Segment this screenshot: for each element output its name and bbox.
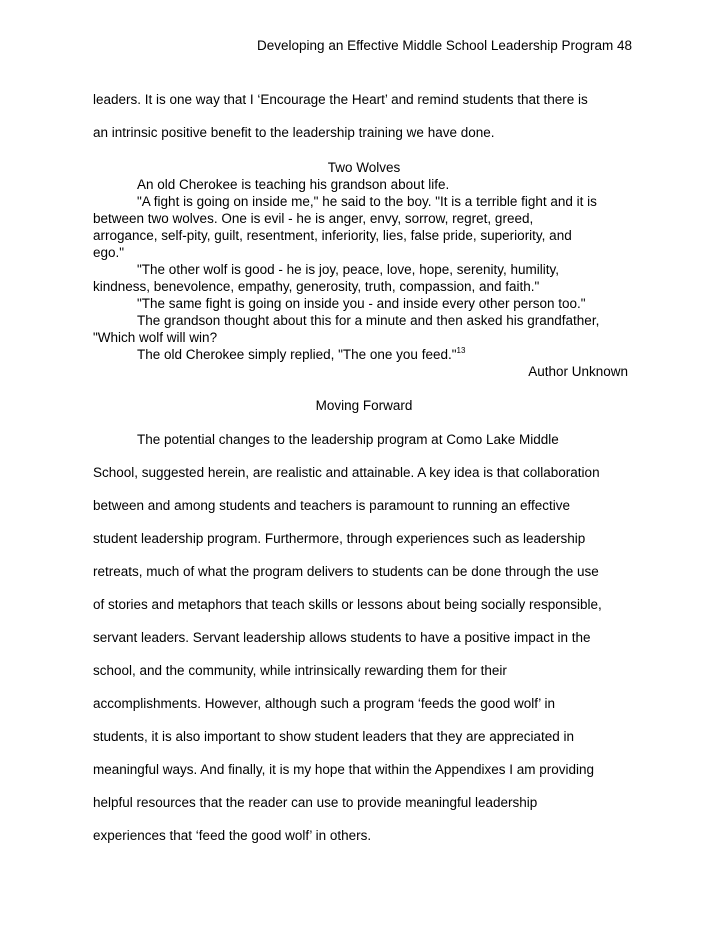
- body-line-3: between and among students and teachers is paramount to running an effective: [93, 498, 571, 513]
- story-line-5: ego.": [93, 245, 125, 260]
- story-attribution: Author Unknown: [528, 364, 628, 379]
- story-line-6: "The other wolf is good - he is joy, peace, love, hope, serenity, humility,: [137, 262, 560, 277]
- section-heading: Moving Forward: [315, 398, 413, 413]
- body-line-11: meaningful ways. And finally, it is my hope that within the Appendixes I am providing: [93, 762, 595, 777]
- body-line-8: school, and the community, while intrinsically rewarding them for their: [93, 663, 507, 678]
- body-line-9: accomplishments. However, although such a program ‘feeds the good wolf’ in: [93, 696, 555, 711]
- body-line-7: servant leaders. Servant leadership allows students to have a positive impact in the: [93, 630, 591, 645]
- body-line-4: student leadership program. Furthermore, through experiences such as leadership: [93, 531, 586, 546]
- footnote-mark: 13: [456, 346, 466, 355]
- story-line-7: kindness, benevolence, empathy, generosity, truth, compassion, and faith.": [93, 279, 540, 294]
- story-line-3: between two wolves. One is evil - he is anger, envy, sorrow, regret, greed,: [93, 211, 534, 226]
- story-line-4: arrogance, self-pity, guilt, resentment, inferiority, lies, false pride, superiority, and: [93, 228, 572, 243]
- body-line-12: helpful resources that the reader can use to provide meaningful leadership: [93, 795, 538, 810]
- story-title: Two Wolves: [327, 160, 401, 175]
- story-line-9: The grandson thought about this for a minute and then asked his grandfather,: [137, 313, 600, 328]
- story-last-quote: The old Cherokee simply replied, "The one you feed.": [137, 347, 457, 362]
- story-line-1: An old Cherokee is teaching his grandson about life.: [137, 177, 450, 192]
- story-line-10: "Which wolf will win?: [93, 330, 218, 345]
- body-line-2: School, suggested herein, are realistic and attainable. A key idea is that collaboration: [93, 465, 600, 480]
- story-line-8: "The same fight is going on inside you - and inside every other person too.": [137, 296, 586, 311]
- intro-line-1: leaders. It is one way that I ‘Encourage the Heart’ and remind students that there is: [93, 92, 588, 107]
- body-line-6: of stories and metaphors that teach skills or lessons about being socially responsible,: [93, 597, 602, 612]
- story-line-11: [137, 347, 465, 362]
- intro-line-2: an intrinsic positive benefit to the leadership training we have done.: [93, 125, 495, 140]
- body-line-5: retreats, much of what the program delivers to students can be done through the use: [93, 564, 599, 579]
- running-head: Developing an Effective Middle School Leadership Program 48: [257, 38, 632, 53]
- body-line-1: The potential changes to the leadership program at Como Lake Middle: [137, 432, 559, 447]
- story-line-2: "A fight is going on inside me," he said to the boy. "It is a terrible fight and it is: [137, 194, 597, 209]
- body-line-13: experiences that ‘feed the good wolf’ in others.: [93, 828, 372, 843]
- body-line-10: students, it is also important to show student leaders that they are appreciated in: [93, 729, 575, 744]
